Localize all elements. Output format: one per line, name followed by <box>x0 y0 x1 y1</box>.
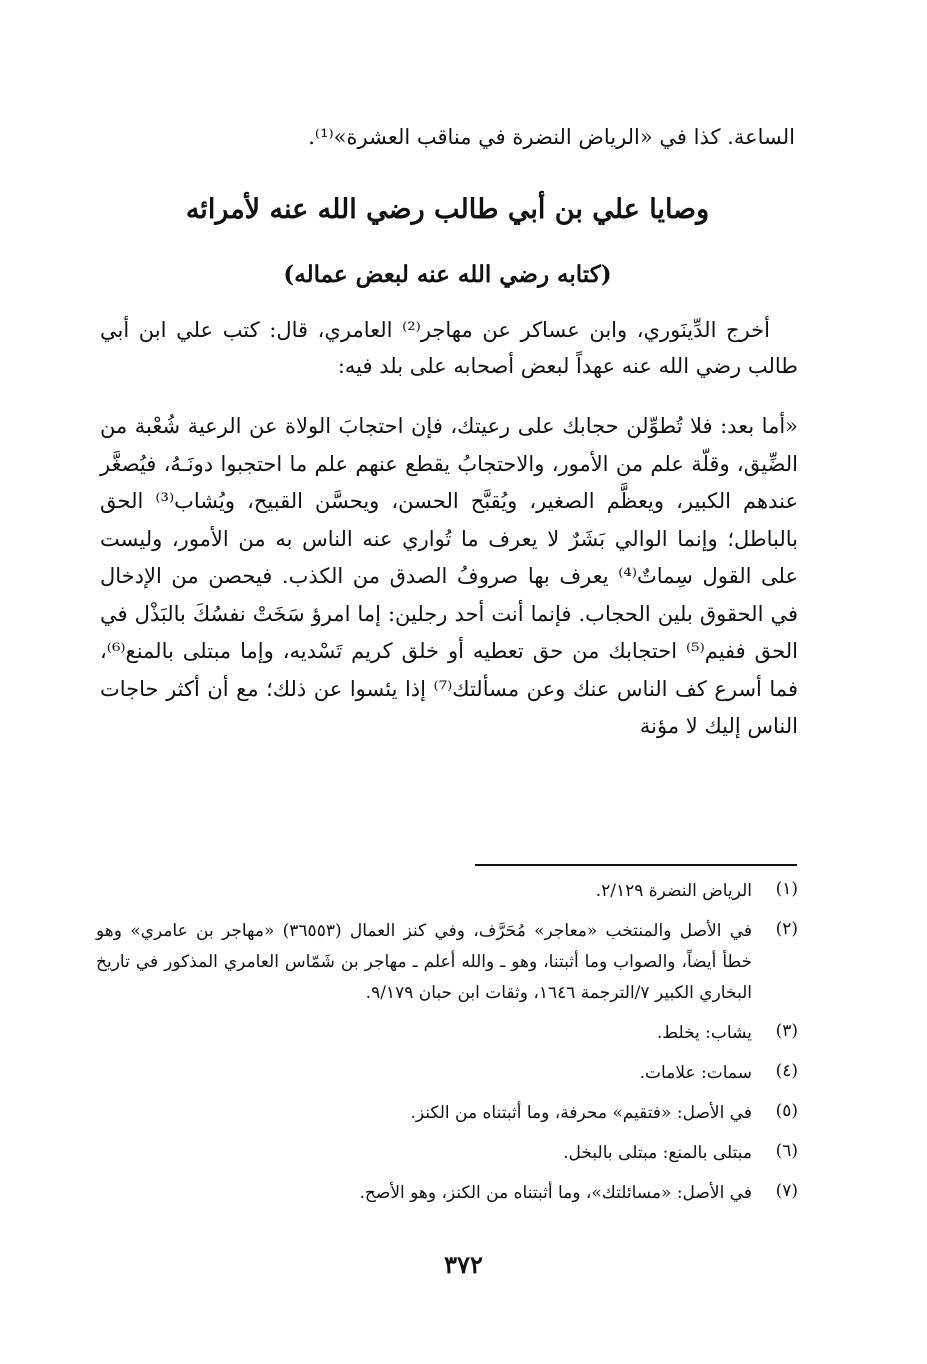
footnote-text: سمات: علامات. <box>639 1063 752 1083</box>
footnote-number: (٤) <box>775 1061 798 1081</box>
footnote-item <box>96 1098 798 1129</box>
footnote-number: (٣) <box>775 1021 798 1041</box>
footnote-text: في الأصل والمنتخب «معاجر» مُحَرَّف، وفي كنز العمال (٣٦٥٥٣) «مهاجر بن عامري» وهو خطأ أيضاً، والصواب وما أثبتنا، وهو ـ والله أعلم ـ مهاجر بن شَمّاس العامري المذكور في تاريخ البخاري الكبير ٧/الترجمة ١٦٤٦، وثقات ابن حبان ٩/١٧٩. <box>96 921 752 1003</box>
footnote-item <box>96 1138 798 1169</box>
footnote-divider <box>475 864 797 866</box>
section-subtitle: (كتابه رضي الله عنه لبعض عماله) <box>283 261 612 288</box>
footnote-number: (٦) <box>775 1141 798 1161</box>
footnote-text: يشاب: يخلط. <box>656 1023 752 1043</box>
footnotes <box>96 876 798 1218</box>
intro-paragraph: أخرج الدِّينَوري، وابن عساكر عن مهاجر⁽²⁾ العامري، قال: كتب علي ابن أبي طالب رضي الله عنه عهداً لبعض أصحابه على بلد فيه: <box>100 318 798 378</box>
footnote-text: مبتلى بالمنع: مبتلى بالبخل. <box>563 1143 752 1163</box>
footnote-number: (٧) <box>775 1181 798 1201</box>
letter-paragraph: «أما بعد: فلا تُطوِّلن حجابك على رعيتك، فإن احتجابَ الولاة عن الرعية شُعْبة من الضِّيق، وقلّة علم من الأمور، والاحتجابُ يقطع عنهم علم ما احتجبوا دونَـهُ، فيُصغَّر عندهم الكبير، ويعظَّم الصغير، ويُقبَّح الحسن، ويحسَّن القبيح، ويُشاب⁽³⁾ الحق بالباطل؛ وإنما الوالي بَشَرٌ لا يعرف ما تُواري عنه الناس به من الأمور، وليست على القول سِماتٌ⁽⁴⁾ يعرف بها صروفُ الصدق من الكذب. فيحصن من الإدخال في الحقوق بلين الحجاب. فإنما أنت أحد رجلين: إما امرؤ سَخَتْ نفسُكَ بالبَذْل في الحق ففيم⁽⁵⁾ احتجابك من حق تعطيه أو خلق كريم تَسْديه، وإما مبتلى بالمنع⁽⁶⁾، فما أسرع كف الناس عنك وعن مسألتك⁽⁷⁾ إذا يئسوا عن ذلك؛ مع أن أكثر حاجات الناس إليك لا مؤنة <box>100 414 798 738</box>
footnote-number: (١) <box>775 879 798 899</box>
footnote-item <box>96 916 798 1009</box>
footnote-text: في الأصل: «مسائلتك»، وما أثبتناه من الكنز، وهو الأصح. <box>359 1183 752 1203</box>
footnote-text: الرياض النضرة ٢/١٢٩. <box>595 881 752 901</box>
footnote-number: (٥) <box>775 1101 798 1121</box>
footnote-item <box>96 1018 798 1049</box>
footnote-text: في الأصل: «فتقيم» محرفة، وما أثبتناه من الكنز. <box>410 1103 752 1123</box>
footnote-item <box>96 1178 798 1209</box>
footnote-item <box>96 1058 798 1089</box>
continued-text-line: الساعة. كذا في «الرياض النضرة في مناقب العشرة»⁽¹⁾. <box>308 125 795 149</box>
page-number: ٣٧٢ <box>444 1250 483 1279</box>
footnote-item <box>96 876 798 907</box>
section-title: وصايا علي بن أبي طالب رضي الله عنه لأمرائه <box>185 194 710 225</box>
footnote-number: (٢) <box>775 919 798 939</box>
